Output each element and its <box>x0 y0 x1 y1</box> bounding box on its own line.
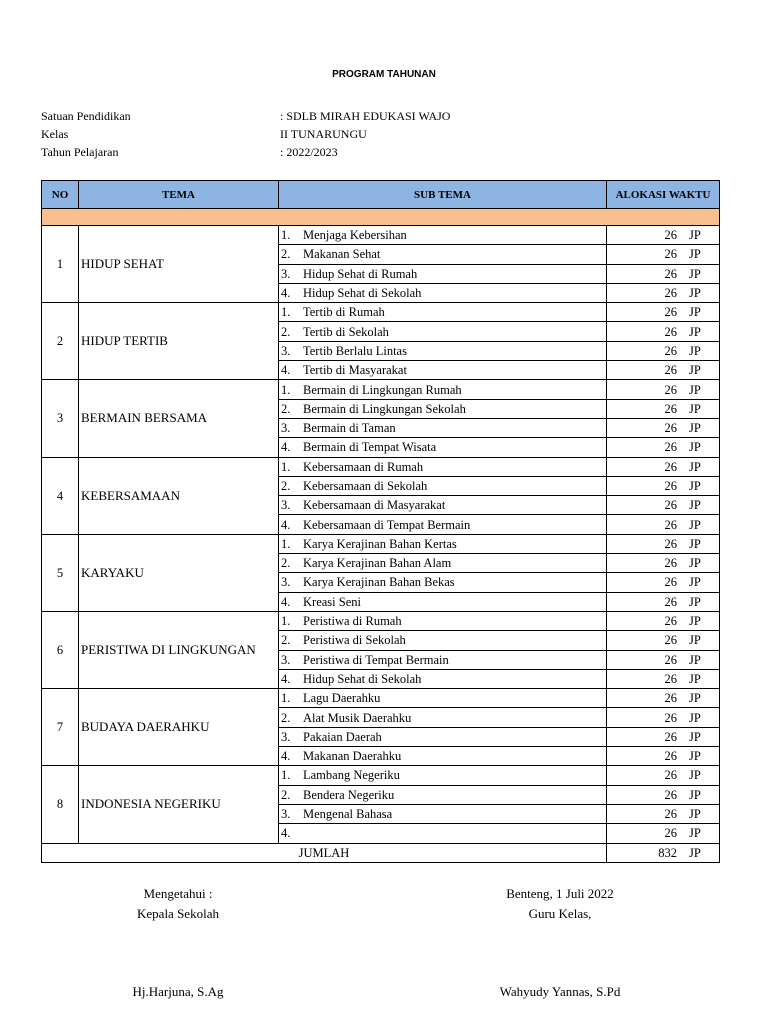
sub-tema-cell <box>279 804 607 823</box>
sub-tema-cell <box>279 554 607 573</box>
sub-tema-cell <box>279 264 607 283</box>
alokasi-waktu-cell <box>607 341 720 360</box>
alokasi-waktu-cell <box>607 438 720 457</box>
sub-tema-cell <box>279 283 607 302</box>
alokasi-value: 26 <box>664 749 677 764</box>
alokasi-unit: JP <box>689 614 701 629</box>
tema-name: KEBERSAMAAN <box>79 457 279 534</box>
sub-tema-number: 4. <box>281 286 291 301</box>
sub-tema-cell <box>279 689 607 708</box>
meta-row-satuan-pendidikan <box>41 107 541 125</box>
sub-tema-cell <box>279 303 607 322</box>
alokasi-unit: JP <box>689 440 701 455</box>
alokasi-unit: JP <box>689 286 701 301</box>
alokasi-waktu-cell <box>607 689 720 708</box>
document-title: PROGRAM TAHUNAN <box>332 69 436 80</box>
tema-number: 4 <box>42 457 79 534</box>
header-alokasi-waktu: ALOKASI WAKTU <box>607 181 720 209</box>
alokasi-unit: JP <box>689 498 701 513</box>
signature-left-line2: Kepala Sekolah <box>137 906 219 921</box>
alokasi-unit: JP <box>689 459 701 474</box>
alokasi-value: 26 <box>664 498 677 513</box>
sub-tema-number: 1. <box>281 614 291 629</box>
sub-tema-number: 1. <box>281 459 291 474</box>
sub-tema-cell <box>279 747 607 766</box>
sub-tema-text: Peristiwa di Rumah <box>303 614 402 629</box>
sub-tema-text: Karya Kerajinan Bahan Alam <box>303 556 452 571</box>
alokasi-waktu-cell <box>607 399 720 418</box>
alokasi-waktu-cell <box>607 361 720 380</box>
alokasi-value: 26 <box>664 768 677 783</box>
sub-tema-number: 4. <box>281 440 291 455</box>
sub-tema-text: Peristiwa di Tempat Bermain <box>303 652 449 667</box>
signature-left <box>108 884 248 924</box>
sub-tema-number: 4. <box>281 363 291 378</box>
alokasi-unit: JP <box>689 729 701 744</box>
signature-left-line1: Mengetahui : <box>143 886 213 901</box>
sub-tema-number: 3. <box>281 421 291 436</box>
alokasi-unit: JP <box>689 228 701 243</box>
sub-tema-text: Kebersamaan di Masyarakat <box>303 498 446 513</box>
sub-tema-cell <box>279 341 607 360</box>
sub-tema-cell <box>279 534 607 553</box>
alokasi-waktu-cell <box>607 554 720 573</box>
sub-tema-cell <box>279 727 607 746</box>
sub-tema-cell <box>279 418 607 437</box>
alokasi-value: 26 <box>664 633 677 648</box>
sub-tema-text: Alat Musik Daerahku <box>303 710 412 725</box>
meta-row-kelas <box>41 125 541 143</box>
alokasi-waktu-cell <box>607 515 720 534</box>
sub-tema-number: 1. <box>281 305 291 320</box>
total-value: 832 <box>658 845 677 860</box>
alokasi-unit: JP <box>689 749 701 764</box>
sub-tema-number: 3. <box>281 652 291 667</box>
alokasi-waktu-cell <box>607 611 720 630</box>
sub-tema-text: Kebersamaan di Tempat Bermain <box>303 517 471 532</box>
alokasi-value: 26 <box>664 652 677 667</box>
tema-name: HIDUP SEHAT <box>79 226 279 303</box>
sub-tema-cell <box>279 611 607 630</box>
sub-tema-text: Bermain di Lingkungan Sekolah <box>303 401 466 416</box>
sub-tema-text: Kebersamaan di Rumah <box>303 459 424 474</box>
alokasi-unit: JP <box>689 787 701 802</box>
alokasi-waktu-cell <box>607 245 720 264</box>
sub-tema-number: 4. <box>281 826 291 841</box>
alokasi-value: 26 <box>664 440 677 455</box>
alokasi-value: 26 <box>664 266 677 281</box>
tema-number: 7 <box>42 689 79 766</box>
alokasi-unit: JP <box>689 305 701 320</box>
table-row <box>42 611 720 630</box>
meta-value: : 2022/2023 <box>280 145 338 159</box>
program-table <box>41 180 720 863</box>
sub-tema-number: 2. <box>281 787 291 802</box>
sub-tema-cell <box>279 457 607 476</box>
sub-tema-cell <box>279 573 607 592</box>
sub-tema-cell <box>279 631 607 650</box>
sub-tema-text: Pakaian Daerah <box>303 729 382 744</box>
signature-right-line1: Benteng, 1 Juli 2022 <box>506 886 614 901</box>
sub-tema-text: Makanan Sehat <box>303 247 381 262</box>
alokasi-value: 26 <box>664 710 677 725</box>
alokasi-waktu-cell <box>607 650 720 669</box>
meta-label: Satuan Pendidikan <box>41 109 131 123</box>
total-value-cell <box>607 843 720 862</box>
sub-tema-number: 2. <box>281 479 291 493</box>
table-row <box>42 303 720 322</box>
alokasi-value: 26 <box>664 343 677 358</box>
table-header-row <box>42 181 720 209</box>
sub-tema-cell <box>279 322 607 341</box>
sub-tema-cell <box>279 438 607 457</box>
alokasi-waktu-cell <box>607 303 720 322</box>
alokasi-value: 26 <box>664 729 677 744</box>
total-row <box>42 843 720 862</box>
sub-tema-cell <box>279 708 607 727</box>
alokasi-value: 26 <box>664 382 677 397</box>
table-row <box>42 689 720 708</box>
sub-tema-number: 1. <box>281 228 291 243</box>
meta-value: II TUNARUNGU <box>280 127 367 141</box>
tema-number: 1 <box>42 226 79 303</box>
sub-tema-number: 3. <box>281 729 291 744</box>
table-row <box>42 534 720 553</box>
sub-tema-cell <box>279 669 607 688</box>
sub-tema-text: Tertib di Masyarakat <box>303 363 407 378</box>
signature-left-name: Hj.Harjuna, S.Ag <box>132 984 224 999</box>
sub-tema-number: 3. <box>281 575 291 590</box>
alokasi-unit: JP <box>689 266 701 281</box>
alokasi-value: 26 <box>664 324 677 339</box>
sub-tema-number: 4. <box>281 594 291 609</box>
signature-right-name: Wahyudy Yannas, S.Pd <box>499 984 621 999</box>
alokasi-value: 26 <box>664 536 677 551</box>
alokasi-value: 26 <box>664 575 677 590</box>
tema-number: 6 <box>42 611 79 688</box>
alokasi-value: 26 <box>664 421 677 436</box>
sub-tema-number: 3. <box>281 807 291 822</box>
signature-right <box>480 884 640 924</box>
sub-tema-text: Tertib di Sekolah <box>303 324 389 339</box>
tema-number: 2 <box>42 303 79 380</box>
sub-tema-text: Lambang Negeriku <box>303 768 400 783</box>
sub-tema-text: Bermain di Lingkungan Rumah <box>303 382 462 397</box>
alokasi-waktu-cell <box>607 283 720 302</box>
sub-tema-cell <box>279 245 607 264</box>
tema-number: 3 <box>42 380 79 457</box>
alokasi-waktu-cell <box>607 669 720 688</box>
alokasi-value: 26 <box>664 247 677 262</box>
tema-name: INDONESIA NEGERIKU <box>79 766 279 843</box>
alokasi-value: 26 <box>664 826 677 841</box>
alokasi-waktu-cell <box>607 380 720 399</box>
meta-row-tahun-pelajaran <box>41 143 541 161</box>
alokasi-waktu-cell <box>607 418 720 437</box>
sub-tema-number: 1. <box>281 691 291 706</box>
alokasi-waktu-cell <box>607 264 720 283</box>
table-row <box>42 380 720 399</box>
alokasi-value: 26 <box>664 459 677 474</box>
tema-name: PERISTIWA DI LINGKUNGAN <box>79 611 279 688</box>
alokasi-value: 26 <box>664 517 677 532</box>
sub-tema-text: Menjaga Kebersihan <box>303 228 407 243</box>
sub-tema-number: 1. <box>281 536 291 551</box>
alokasi-value: 26 <box>664 305 677 320</box>
sub-tema-cell <box>279 399 607 418</box>
sub-tema-cell <box>279 476 607 495</box>
alokasi-waktu-cell <box>607 592 720 611</box>
sub-tema-number: 2. <box>281 556 291 571</box>
sub-tema-text: Tertib di Rumah <box>303 305 385 320</box>
table-body <box>42 209 720 863</box>
alokasi-value: 26 <box>664 556 677 571</box>
sub-tema-text: Peristiwa di Sekolah <box>303 633 406 648</box>
sub-tema-number: 2. <box>281 401 291 416</box>
alokasi-unit: JP <box>689 594 701 609</box>
alokasi-waktu-cell <box>607 573 720 592</box>
alokasi-value: 26 <box>664 363 677 378</box>
alokasi-unit: JP <box>689 671 701 686</box>
alokasi-value: 26 <box>664 807 677 822</box>
alokasi-waktu-cell <box>607 766 720 785</box>
table-row <box>42 226 720 245</box>
alokasi-value: 26 <box>664 787 677 802</box>
alokasi-unit: JP <box>689 363 701 378</box>
sub-tema-text: Makanan Daerahku <box>303 749 402 764</box>
alokasi-value: 26 <box>664 286 677 301</box>
alokasi-waktu-cell <box>607 824 720 843</box>
sub-tema-cell <box>279 650 607 669</box>
meta-label: Kelas <box>41 127 69 141</box>
sub-tema-number: 3. <box>281 498 291 513</box>
sub-tema-cell <box>279 361 607 380</box>
alokasi-unit: JP <box>689 247 701 262</box>
sub-tema-text: Karya Kerajinan Bahan Kertas <box>303 536 457 551</box>
meta-label: Tahun Pelajaran <box>41 145 119 159</box>
alokasi-unit: JP <box>689 652 701 667</box>
meta-value: : SDLB MIRAH EDUKASI WAJO <box>280 109 451 123</box>
alokasi-waktu-cell <box>607 496 720 515</box>
sub-tema-text: Bendera Negeriku <box>303 787 395 802</box>
alokasi-waktu-cell <box>607 322 720 341</box>
alokasi-unit: JP <box>689 556 701 571</box>
alokasi-waktu-cell <box>607 534 720 553</box>
sub-tema-text: Kebersamaan di Sekolah <box>303 479 428 493</box>
alokasi-waktu-cell <box>607 727 720 746</box>
sub-tema-number: 3. <box>281 266 291 281</box>
sub-tema-text: Kreasi Seni <box>303 594 361 609</box>
sub-tema-cell <box>279 766 607 785</box>
sub-tema-text: Bermain di Tempat Wisata <box>303 440 437 455</box>
document-meta <box>41 107 541 161</box>
alokasi-unit: JP <box>689 382 701 397</box>
alokasi-unit: JP <box>689 517 701 532</box>
alokasi-unit: JP <box>689 421 701 436</box>
sub-tema-number: 4. <box>281 671 291 686</box>
sub-tema-cell <box>279 824 607 843</box>
alokasi-value: 26 <box>664 594 677 609</box>
alokasi-waktu-cell <box>607 226 720 245</box>
spacer-row <box>42 209 720 226</box>
alokasi-unit: JP <box>689 826 701 841</box>
sub-tema-text: Hidup Sehat di Rumah <box>303 266 418 281</box>
alokasi-unit: JP <box>689 575 701 590</box>
total-label: JUMLAH <box>42 843 607 862</box>
sub-tema-text: Tertib Berlalu Lintas <box>303 343 407 358</box>
sub-tema-cell <box>279 380 607 399</box>
alokasi-value: 26 <box>664 614 677 629</box>
alokasi-value: 26 <box>664 691 677 706</box>
alokasi-unit: JP <box>689 479 701 493</box>
sub-tema-cell <box>279 785 607 804</box>
alokasi-waktu-cell <box>607 476 720 495</box>
alokasi-unit: JP <box>689 401 701 416</box>
sub-tema-text: Hidup Sehat di Sekolah <box>303 286 422 301</box>
sub-tema-cell <box>279 226 607 245</box>
header-sub-tema: SUB TEMA <box>279 181 607 209</box>
alokasi-value: 26 <box>664 228 677 243</box>
tema-name: HIDUP TERTIB <box>79 303 279 380</box>
alokasi-unit: JP <box>689 768 701 783</box>
alokasi-unit: JP <box>689 343 701 358</box>
sub-tema-number: 4. <box>281 749 291 764</box>
table-row <box>42 766 720 785</box>
alokasi-waktu-cell <box>607 804 720 823</box>
sub-tema-number: 1. <box>281 768 291 783</box>
sub-tema-text: Karya Kerajinan Bahan Bekas <box>303 575 455 590</box>
sub-tema-text: Mengenal Bahasa <box>303 807 393 822</box>
header-no: NO <box>42 181 79 209</box>
alokasi-waktu-cell <box>607 785 720 804</box>
sub-tema-number: 2. <box>281 710 291 725</box>
alokasi-waktu-cell <box>607 708 720 727</box>
alokasi-unit: JP <box>689 807 701 822</box>
alokasi-value: 26 <box>664 479 677 493</box>
tema-number: 5 <box>42 534 79 611</box>
alokasi-unit: JP <box>689 633 701 648</box>
total-unit: JP <box>689 845 701 860</box>
tema-number: 8 <box>42 766 79 843</box>
header-tema: TEMA <box>79 181 279 209</box>
alokasi-unit: JP <box>689 710 701 725</box>
sub-tema-text: Hidup Sehat di Sekolah <box>303 671 422 686</box>
tema-name: KARYAKU <box>79 534 279 611</box>
sub-tema-number: 4. <box>281 517 291 532</box>
sub-tema-cell <box>279 592 607 611</box>
sub-tema-number: 1. <box>281 382 291 397</box>
tema-name: BERMAIN BERSAMA <box>79 380 279 457</box>
alokasi-waktu-cell <box>607 457 720 476</box>
alokasi-waktu-cell <box>607 747 720 766</box>
sub-tema-text: Bermain di Taman <box>303 421 396 436</box>
alokasi-unit: JP <box>689 691 701 706</box>
sub-tema-cell <box>279 496 607 515</box>
spacer-cell <box>42 209 720 226</box>
signature-right-line2: Guru Kelas, <box>528 906 592 921</box>
tema-name: BUDAYA DAERAHKU <box>79 689 279 766</box>
sub-tema-text: Lagu Daerahku <box>303 691 381 706</box>
alokasi-unit: JP <box>689 536 701 551</box>
alokasi-waktu-cell <box>607 631 720 650</box>
sub-tema-number: 3. <box>281 343 291 358</box>
table-row <box>42 457 720 476</box>
sub-tema-number: 2. <box>281 633 291 648</box>
alokasi-unit: JP <box>689 324 701 339</box>
alokasi-value: 26 <box>664 401 677 416</box>
sub-tema-number: 2. <box>281 247 291 262</box>
sub-tema-cell <box>279 515 607 534</box>
alokasi-value: 26 <box>664 671 677 686</box>
sub-tema-number: 2. <box>281 324 291 339</box>
